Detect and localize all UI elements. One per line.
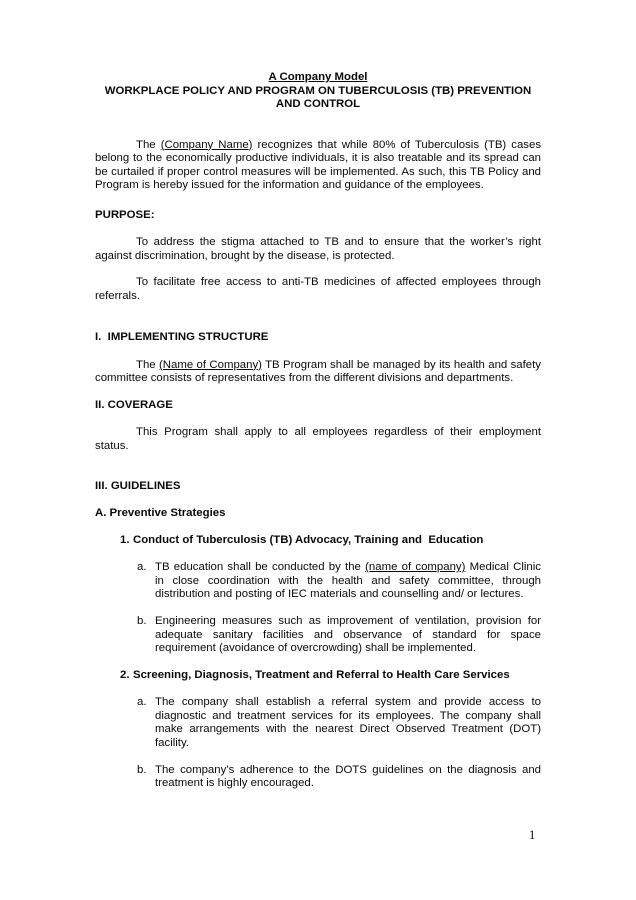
intro-paragraph — [95, 139, 541, 193]
title-line-1: A Company Model — [268, 71, 368, 83]
impl-text-1: The — [136, 358, 159, 371]
item-1-title: Conduct of Tuberculosis (TB) Advocacy, Training and Education — [133, 534, 484, 546]
list-text-1a — [155, 561, 541, 602]
name-of-company-placeholder: (Name of Company) — [159, 358, 262, 371]
purpose-paragraph-1: To address the stigma attached to TB and to ensure that the worker’s right against discrimination, brought by the disease, is protected. — [95, 236, 541, 262]
list-item-2b — [95, 764, 541, 791]
list-item-1a — [95, 561, 541, 602]
purpose-paragraph-2: To facilitate free access to anti-TB medicines of affected employees through referrals. — [95, 276, 541, 302]
item-2-number: 2. — [120, 669, 130, 681]
intro-text-1: The — [136, 138, 161, 151]
purpose-heading: PURPOSE: — [95, 208, 155, 221]
implementing-structure-paragraph — [95, 359, 541, 386]
list-marker-2b: b. — [137, 763, 147, 776]
item-2-title: Screening, Diagnosis, Treatment and Referral to Health Care Services — [133, 669, 510, 681]
intro-text-2: recognizes that while 80% of Tuberculosis (TB) cases belong to the economically productive individuals, it is also treatable and its spread can be curtailed if proper control measures will be implemented. As such, this TB Policy and Program is hereby issued for the information and guidance of the employees. — [95, 138, 542, 191]
list-marker-2a: a. — [137, 696, 147, 708]
guideline-item-1-heading — [95, 534, 541, 548]
item-1a-text-2: Medical Clinic in close coordination with the health and safety committee, through distribution and posting of IEC materials and counselling and/ or lectures. — [155, 561, 541, 600]
list-item-1b — [95, 615, 541, 656]
guideline-item-2-heading — [95, 669, 541, 683]
list-marker-1b: b. — [137, 615, 147, 627]
page-number: 1 — [529, 828, 536, 842]
company-name-placeholder: (Company Name) — [160, 138, 253, 151]
list-item-2a — [95, 696, 541, 750]
document-content — [95, 71, 541, 804]
item-1-number: 1. — [120, 534, 130, 546]
list-text-1b: Engineering measures such as improvement of ventilation, provision for adequate sanitary facilities and observance of standard for space requirement (avoidance of overcrowding) shall be implemented. — [155, 615, 541, 654]
impl-text-2: TB Program shall be managed by its health and safety committee consists of representatives from the different divisions and departments. — [95, 358, 541, 384]
title-line-2: WORKPLACE POLICY AND PROGRAM ON TUBERCULOSIS (TB) PREVENTION AND CONTROL — [104, 84, 532, 110]
implementing-structure-heading: I. IMPLEMENTING STRUCTURE — [95, 331, 269, 343]
coverage-heading: II. COVERAGE — [95, 398, 173, 411]
item-1a-text-1: TB education shall be conducted by the — [155, 561, 366, 573]
list-text-2a: The company shall establish a referral system and provide access to diagnostic and treatment services for its employees. The company shall make arrangements with the nearest Direct Observed Treatment (DOT) facility. — [155, 696, 541, 749]
guidelines-heading: III. GUIDELINES — [95, 480, 181, 492]
list-text-2b: The company’s adherence to the DOTS guidelines on the diagnosis and treatment is highly encouraged. — [155, 763, 541, 789]
document-title — [95, 71, 541, 112]
list-marker-1a: a. — [137, 561, 147, 573]
name-of-company-placeholder-2: (name of company) — [365, 561, 466, 573]
preventive-strategies-heading: A. Preventive Strategies — [95, 507, 226, 519]
coverage-paragraph: This Program shall apply to all employees regardless of their employment status. — [95, 426, 541, 452]
